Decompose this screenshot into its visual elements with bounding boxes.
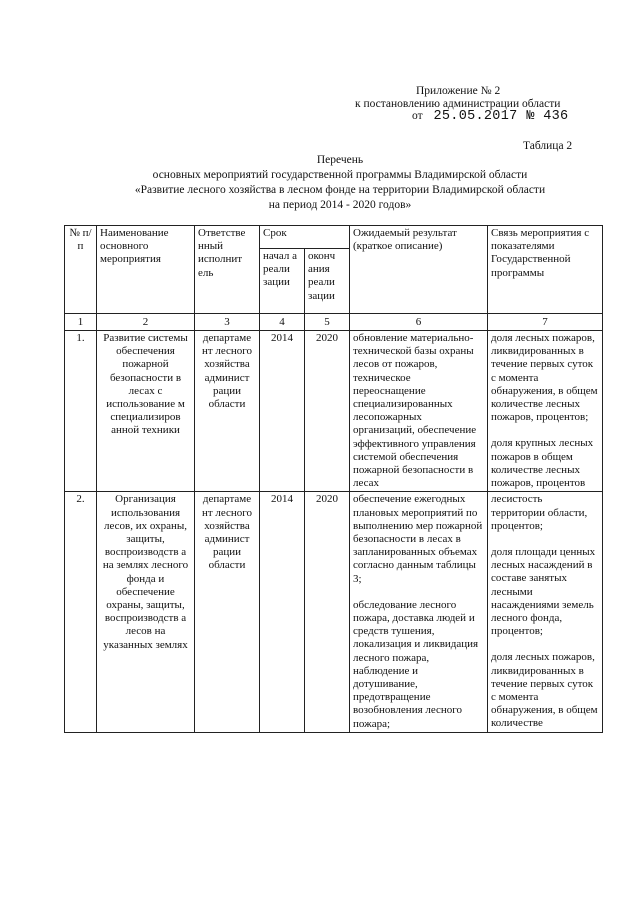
column-numbers-row <box>65 314 603 331</box>
header-end: оконч ания реали зации <box>305 249 350 314</box>
result-paragraph: обновление материально-технической базы охраны лесов от пожаров, техническое переоснащение специализированных лесопожарных организаций, обеспечение эффективного управления системой обеспечения пожарной безопасности в лесах <box>353 332 477 490</box>
indicator-paragraph: доля площади ценных лесных насаждений в составе занятых лесными насаждениями земель лесного фонда, процентов; <box>491 546 596 638</box>
row-num: 1. <box>65 331 97 492</box>
result-paragraph: обследование лесного пожара, доставка людей и средств тушения, локализация и ликвидация лесного пожара, наблюдение и дотушивание, предотвращение возобновления лесного пожара; <box>353 598 479 730</box>
resolution-label: к постановлению администрации области <box>355 98 561 110</box>
table-label: Таблица 2 <box>523 140 573 152</box>
measure-executor: департаме нт лесного хозяйства админист рации области <box>195 331 260 492</box>
measures-table <box>64 225 603 733</box>
title-line-2: основных мероприятий государственной программы Владимирской области <box>152 169 528 181</box>
header-row <box>65 226 603 249</box>
col-number: 2 <box>97 314 195 331</box>
col-number: 7 <box>488 314 603 331</box>
resolution-date-line <box>412 109 568 124</box>
resolution-number: № 436 <box>526 109 569 124</box>
appendix-label: Приложение № 2 <box>416 85 501 97</box>
measure-name: Организация использования лесов, их охраны, защиты, воспроизводств а на землях лесного фонда и обеспечение охраны, защиты, воспроизводств а лесов на указанных землях <box>97 492 195 732</box>
col-number: 5 <box>305 314 350 331</box>
measure-indicators <box>488 492 603 732</box>
indicator-paragraph: доля лесных пожаров, ликвидированных в течение первых суток с момента обнаружения, в общем количестве лесных пожаров, процентов; <box>491 332 598 424</box>
title-line-1: Перечень <box>316 154 364 166</box>
measure-indicators <box>488 331 603 492</box>
measure-start: 2014 <box>260 492 305 732</box>
header-start: начал а реали зации <box>260 249 305 314</box>
col-number: 4 <box>260 314 305 331</box>
row-num: 2. <box>65 492 97 732</box>
date-prefix: от <box>412 110 423 122</box>
indicator-paragraph: лесистость территории области, процентов; <box>491 493 588 532</box>
measure-result <box>350 331 488 492</box>
measure-name: Развитие системы обеспечения пожарной безопасности в лесах с использование м специализиров анной техники <box>97 331 195 492</box>
table-row <box>65 492 603 732</box>
result-paragraph: обеспечение ежегодных плановых мероприятий по выполнению мер пожарной безопасности в лесах в запланированных объемах согласно данным таблицы 3; <box>353 493 483 585</box>
table-row <box>65 331 603 492</box>
col-number: 3 <box>195 314 260 331</box>
header-result: Ожидаемый результат (краткое описание) <box>350 226 488 314</box>
col-number: 1 <box>65 314 97 331</box>
measure-end: 2020 <box>305 331 350 492</box>
title-line-3: «Развитие лесного хозяйства в лесном фонде на территории Владимирской области <box>134 184 546 196</box>
col-number: 6 <box>350 314 488 331</box>
indicator-paragraph: доля лесных пожаров, ликвидированных в течение первых суток с момента обнаружения, в общем количестве <box>491 651 598 730</box>
header-name: Наименование основного мероприятия <box>97 226 195 314</box>
indicator-paragraph: доля крупных лесных пожаров в общем количестве лесных пожаров, процентов <box>491 437 594 490</box>
header-executor: Ответстве нный исполнит ель <box>195 226 260 314</box>
resolution-date: 25.05.2017 <box>433 109 518 124</box>
title-line-4: на период 2014 - 2020 годов» <box>268 199 412 211</box>
measure-start: 2014 <box>260 331 305 492</box>
header-num: № п/п <box>65 226 97 314</box>
document-title <box>60 153 620 213</box>
header-link: Связь мероприятия с показателями Государственной программы <box>488 226 603 314</box>
header-term: Срок <box>260 226 350 249</box>
measure-end: 2020 <box>305 492 350 732</box>
measure-result <box>350 492 488 732</box>
measure-executor: департаме нт лесного хозяйства админист рации области <box>195 492 260 732</box>
